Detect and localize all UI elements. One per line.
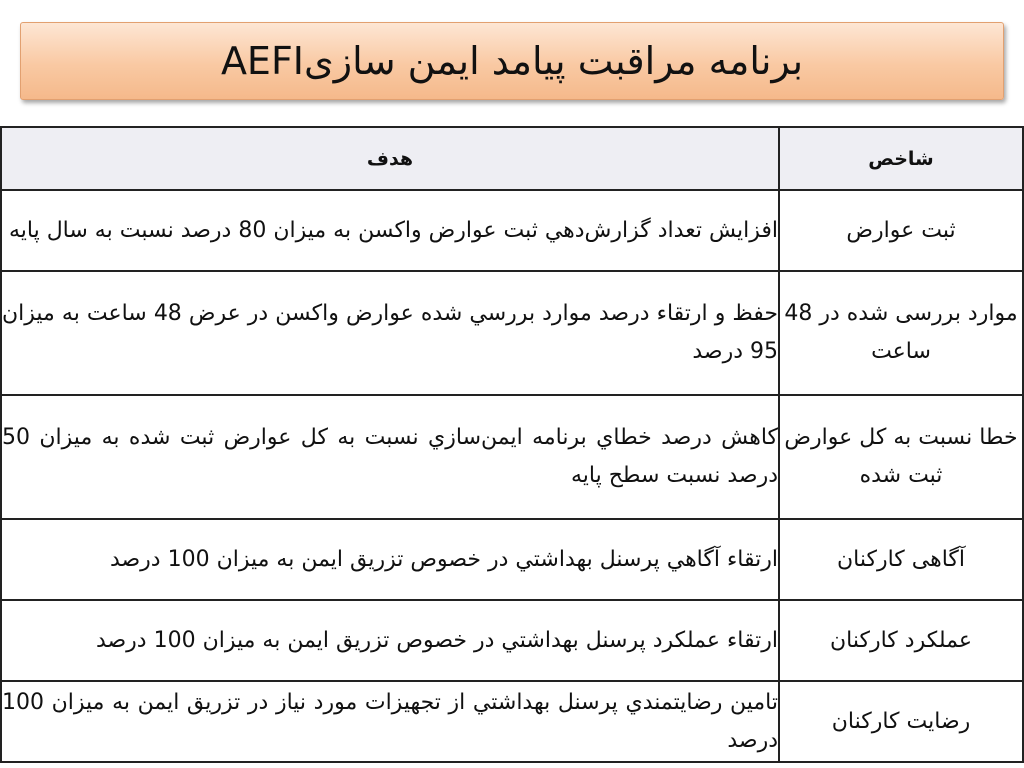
table-row — [1, 600, 1023, 681]
goal-cell: تامين رضايتمندي پرسنل بهداشتي از تجهيزات مورد نياز در تزريق ايمن به ميزان 100 درصد — [1, 681, 779, 762]
slide-title: برنامه مراقبت پیامد ایمن سازیAEFI — [220, 39, 804, 83]
header-indicator: شاخص — [779, 127, 1023, 190]
table-row — [1, 519, 1023, 600]
indicator-cell: عملکرد کارکنان — [779, 600, 1023, 681]
title-banner — [20, 22, 1004, 100]
indicator-cell: رضایت کارکنان — [779, 681, 1023, 762]
table-row — [1, 395, 1023, 519]
goal-cell: ارتقاء عملکرد پرسنل بهداشتي در خصوص تزريق ايمن به ميزان 100 درصد — [1, 600, 779, 681]
indicator-cell: موارد بررسی شده در 48 ساعت — [779, 271, 1023, 395]
indicator-cell: ثبت عوارض — [779, 190, 1023, 271]
table-row — [1, 271, 1023, 395]
goal-cell: کاهش درصد خطاي برنامه ايمن‌سازي نسبت به کل عوارض ثبت شده به ميزان 50 درصد نسبت سطح پايه — [1, 395, 779, 519]
table-row — [1, 681, 1023, 762]
indicator-cell: خطا نسبت به کل عوارض ثبت شده — [779, 395, 1023, 519]
table-header-row — [1, 127, 1023, 190]
goals-table — [0, 126, 1024, 763]
header-goal: هدف — [1, 127, 779, 190]
goal-cell: حفظ و ارتقاء درصد موارد بررسي شده عوارض واکسن در عرض 48 ساعت به ميزان 95 درصد — [1, 271, 779, 395]
goal-cell: افزايش تعداد گزارش‌دهي ثبت عوارض واکسن به ميزان 80 درصد نسبت به سال پايه — [1, 190, 779, 271]
table-row — [1, 190, 1023, 271]
goal-cell: ارتقاء آگاهي پرسنل بهداشتي در خصوص تزريق ايمن به ميزان 100 درصد — [1, 519, 779, 600]
indicator-cell: آگاهی کارکنان — [779, 519, 1023, 600]
